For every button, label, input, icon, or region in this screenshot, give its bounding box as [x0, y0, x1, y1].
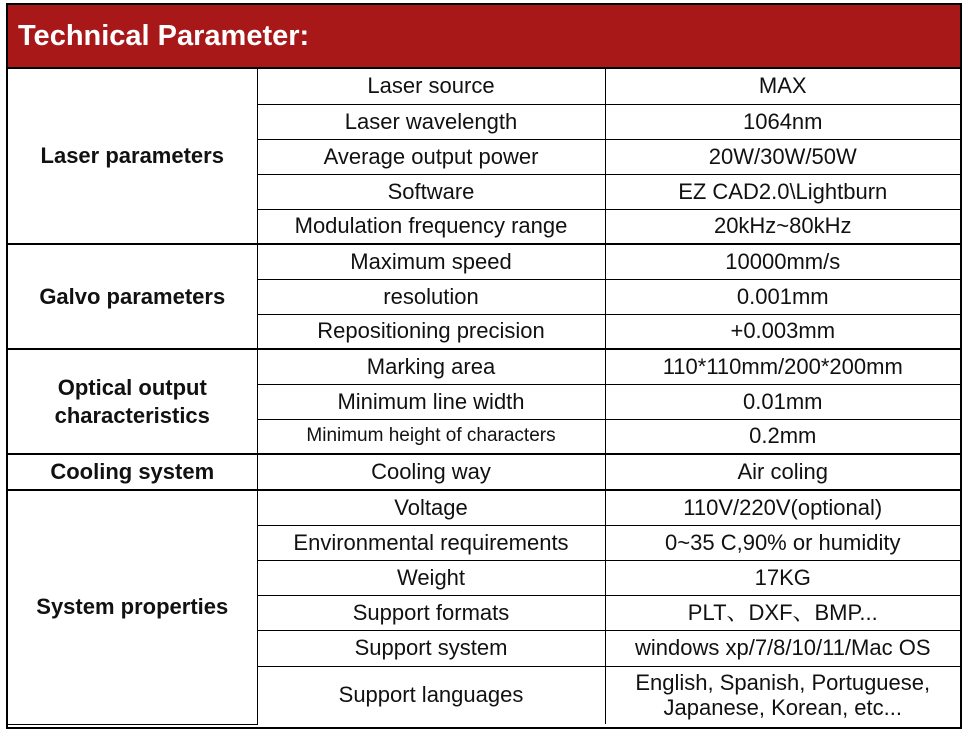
group-label-optical-output-characteristics: Optical output characteristics: [8, 349, 257, 454]
param-value: 0.001mm: [605, 279, 960, 314]
param-value: 20kHz~80kHz: [605, 209, 960, 244]
param-value: 20W/30W/50W: [605, 139, 960, 174]
param-value: 17KG: [605, 560, 960, 595]
param-name: Laser wavelength: [257, 104, 605, 139]
param-name: Minimum height of characters: [257, 419, 605, 454]
param-value: windows xp/7/8/10/11/Mac OS: [605, 630, 960, 666]
sheet-title: Technical Parameter:: [8, 5, 960, 69]
param-name: Laser source: [257, 69, 605, 104]
group-label-cooling-system: Cooling system: [8, 454, 257, 490]
param-value: 110*110mm/200*200mm: [605, 349, 960, 384]
technical-parameter-sheet: [6, 3, 962, 729]
param-value: 0~35 C,90% or humidity: [605, 525, 960, 560]
group-label-system-properties: System properties: [8, 490, 257, 724]
param-name: Modulation frequency range: [257, 209, 605, 244]
param-name: Support system: [257, 630, 605, 666]
param-value: EZ CAD2.0\Lightburn: [605, 174, 960, 209]
table-row: [8, 454, 960, 490]
table-row: [8, 490, 960, 525]
param-value: 10000mm/s: [605, 244, 960, 279]
param-value: PLT、DXF、BMP...: [605, 595, 960, 630]
param-value: Air coling: [605, 454, 960, 490]
param-name: Voltage: [257, 490, 605, 525]
param-name: Environmental requirements: [257, 525, 605, 560]
group-label-laser-parameters: Laser parameters: [8, 69, 257, 244]
parameter-table: [8, 69, 960, 725]
param-value: MAX: [605, 69, 960, 104]
param-name: Software: [257, 174, 605, 209]
param-name: Average output power: [257, 139, 605, 174]
param-name: Maximum speed: [257, 244, 605, 279]
param-name: Marking area: [257, 349, 605, 384]
param-value: +0.003mm: [605, 314, 960, 349]
param-name: Weight: [257, 560, 605, 595]
param-name: Support formats: [257, 595, 605, 630]
table-row: [8, 349, 960, 384]
group-label-galvo-parameters: Galvo parameters: [8, 244, 257, 349]
param-name: Minimum line width: [257, 384, 605, 419]
param-value: 110V/220V(optional): [605, 490, 960, 525]
param-value: 0.2mm: [605, 419, 960, 454]
param-name: Support languages: [257, 666, 605, 724]
param-value: English, Spanish, Portuguese, Japanese, Korean, etc...: [605, 666, 960, 724]
param-name: Cooling way: [257, 454, 605, 490]
param-value: 0.01mm: [605, 384, 960, 419]
table-row: [8, 244, 960, 279]
param-name: resolution: [257, 279, 605, 314]
table-row: [8, 69, 960, 104]
param-value: 1064nm: [605, 104, 960, 139]
param-name: Repositioning precision: [257, 314, 605, 349]
